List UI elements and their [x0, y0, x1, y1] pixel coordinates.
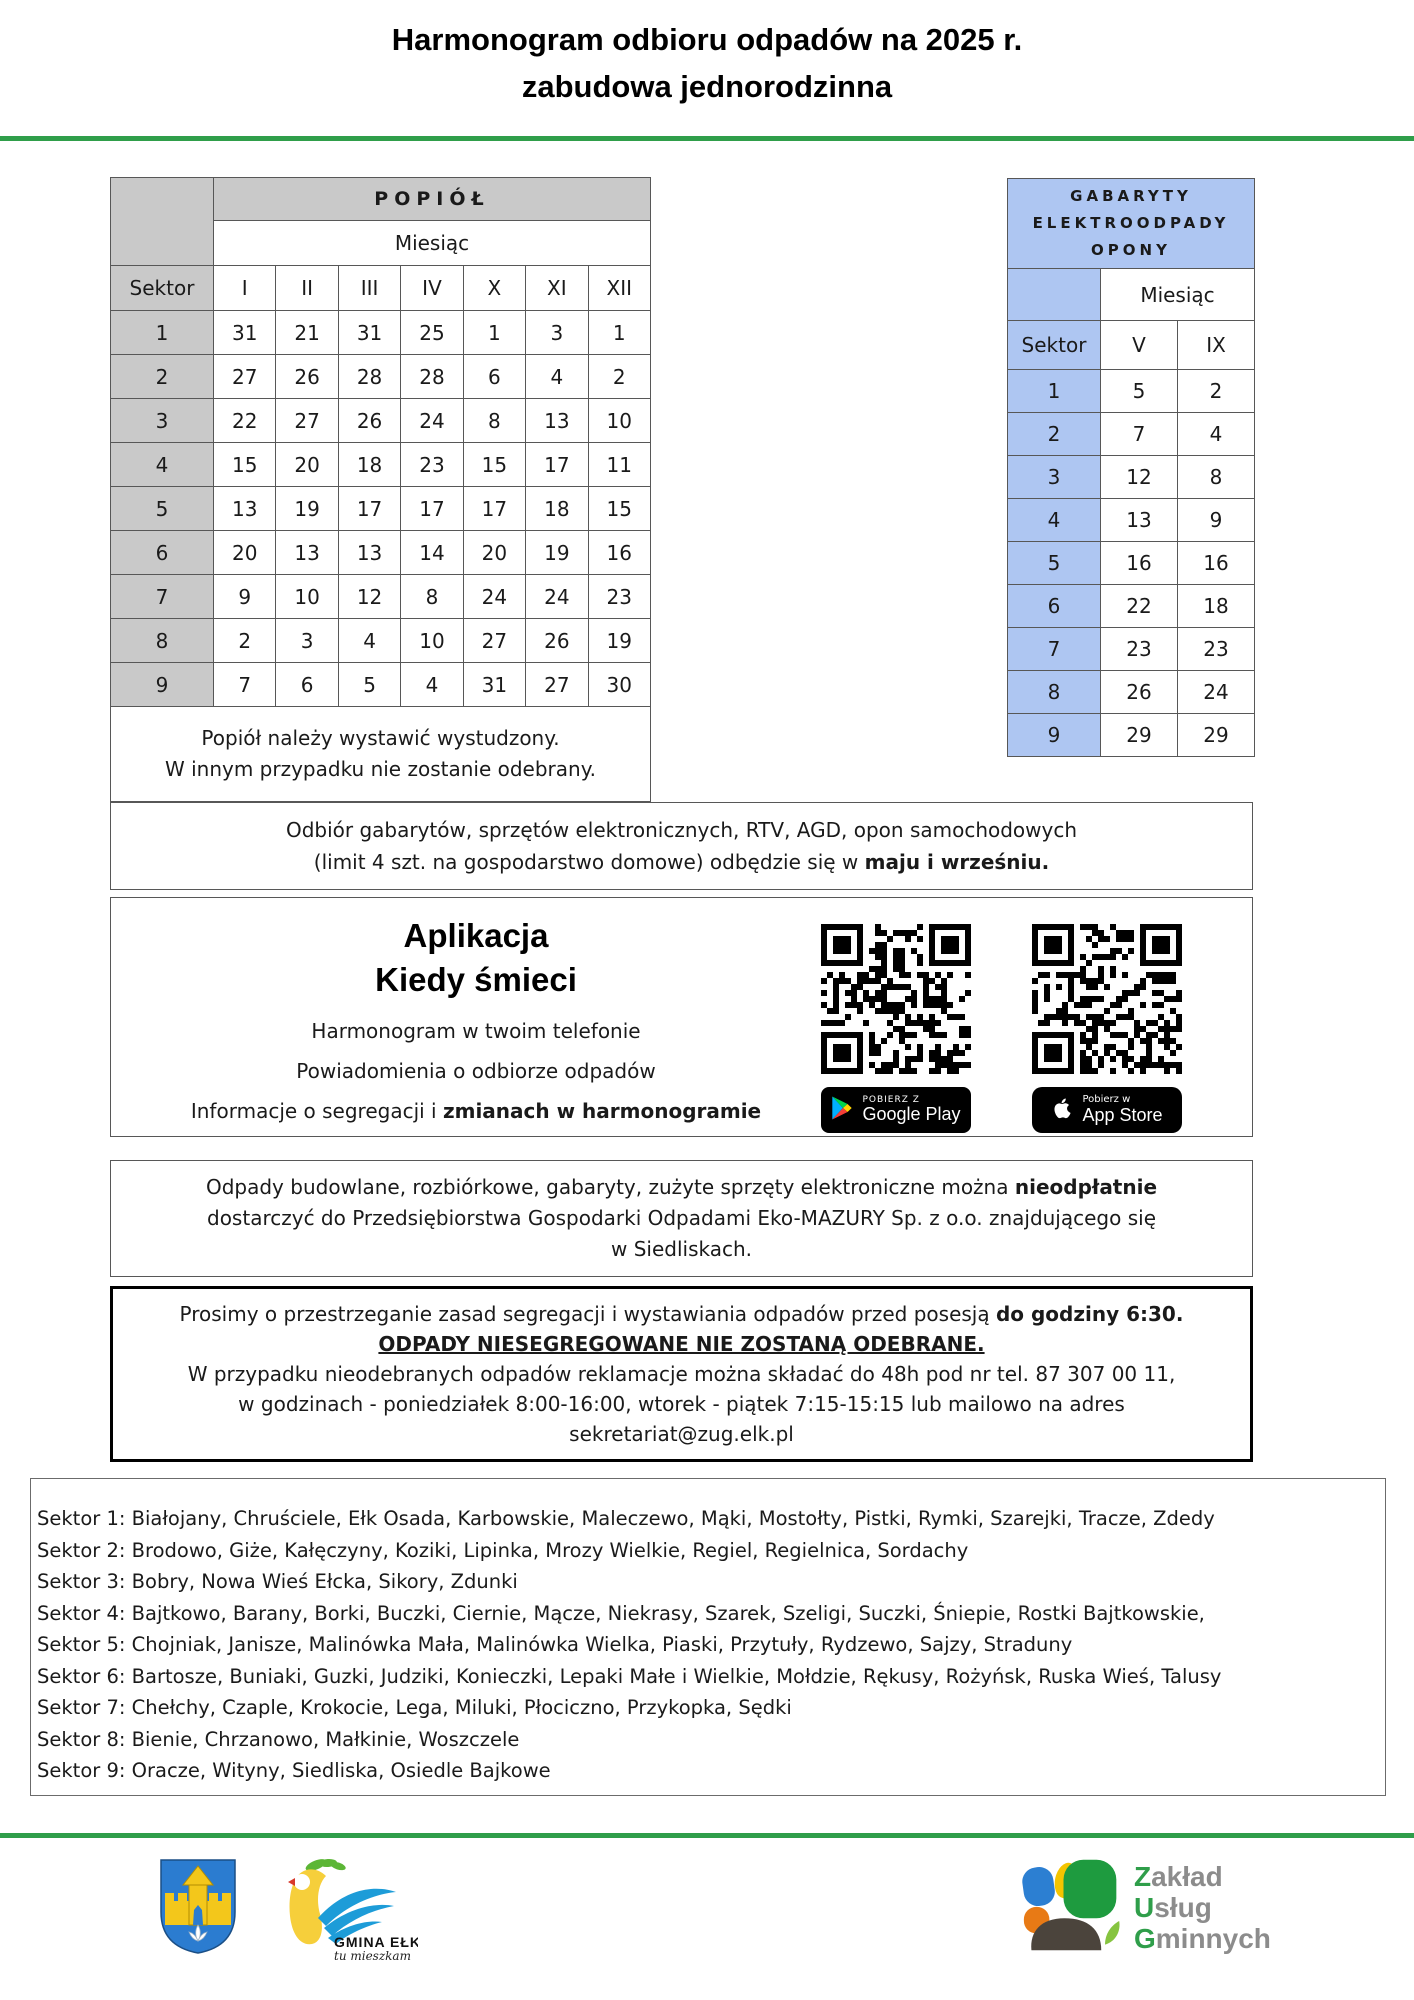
day-cell: 7 [1101, 413, 1178, 456]
rules-line2: ODPADY NIESEGREGOWANE NIE ZOSTANĄ ODEBRANE. [378, 1332, 985, 1356]
day-cell: 21 [276, 311, 338, 355]
qr-code-google-play [821, 924, 971, 1074]
day-cell: 17 [401, 487, 463, 531]
ash-note-line2: W innym przypadku nie zostanie odebrany. [164, 757, 597, 781]
month-header: Miesiąc [214, 221, 651, 266]
month-label: V [1101, 321, 1178, 370]
ash-note-line1: Popiół należy wystawić wystudzony. [201, 726, 560, 750]
google-play-badge[interactable] [821, 1087, 971, 1133]
day-cell: 6 [276, 663, 338, 707]
day-cell: 1 [463, 311, 525, 355]
month-label: II [276, 266, 338, 311]
table-row [1008, 499, 1255, 542]
table-row [1008, 628, 1255, 671]
day-cell: 16 [1101, 542, 1178, 585]
day-cell: 29 [1101, 714, 1178, 757]
day-cell: 4 [338, 619, 400, 663]
sector-list [30, 1478, 1386, 1796]
sector-cell: 9 [111, 663, 214, 707]
table-row [111, 311, 651, 355]
apple-icon [1051, 1095, 1073, 1126]
sector-cell: 8 [1008, 671, 1101, 714]
day-cell: 31 [338, 311, 400, 355]
day-cell: 27 [463, 619, 525, 663]
day-cell: 18 [1178, 585, 1255, 628]
day-cell: 13 [526, 399, 588, 443]
day-cell: 31 [214, 311, 276, 355]
table-row [1008, 542, 1255, 585]
table-row [111, 531, 651, 575]
construction-notice-line1: Odpady budowlane, rozbiórkowe, gabaryty, zużyte sprzęty elektroniczne można nieodpłatnie [205, 1175, 1158, 1199]
day-cell: 7 [214, 663, 276, 707]
top-divider [0, 136, 1414, 141]
app-feature-3: Informacje o segregacji i zmianach w harmonogramie [190, 1099, 762, 1123]
day-cell: 3 [526, 311, 588, 355]
google-play-column [821, 924, 971, 1133]
table-title: POPIÓŁ [214, 178, 651, 221]
day-cell: 8 [1178, 456, 1255, 499]
sector-cell: 5 [1008, 542, 1101, 585]
day-cell: 25 [401, 311, 463, 355]
rules-line3: W przypadku nieodebranych odpadów reklamacje można składać do 48h pod nr tel. 87 307 00 11, [187, 1362, 1176, 1386]
day-cell: 14 [401, 531, 463, 575]
qr-code-app-store [1032, 924, 1182, 1074]
bulky-schedule-table [1007, 178, 1255, 757]
sector-list-item: Sektor 3: Bobry, Nowa Wieś Ełcka, Sikory, Zdunki [37, 1570, 518, 1593]
day-cell: 13 [276, 531, 338, 575]
coat-of-arms-logo [158, 1857, 238, 1955]
table-row [1008, 370, 1255, 413]
zug-logo [1022, 1855, 1271, 1959]
ash-schedule-section [110, 177, 651, 802]
day-cell: 13 [338, 531, 400, 575]
rules-line1: Prosimy o przestrzeganie zasad segregacji i wystawiania odpadów przed posesją do godziny 6:30. [179, 1302, 1184, 1326]
table-row [1008, 714, 1255, 757]
sector-cell: 4 [1008, 499, 1101, 542]
contact-email: sekretariat@zug.elk.pl [569, 1422, 794, 1446]
day-cell: 19 [588, 619, 650, 663]
sector-cell: 1 [111, 311, 214, 355]
app-feature-1: Harmonogram w twoim telefonie [311, 1019, 641, 1043]
table-title: GABARYTY ELEKTROODPADY OPONY [1008, 179, 1255, 269]
sector-list-item: Sektor 8: Bienie, Chrzanowo, Małkinie, Woszczele [37, 1727, 520, 1751]
page-title [0, 16, 1414, 110]
day-cell: 20 [463, 531, 525, 575]
sector-list-item: Sektor 5: Chojniak, Janisze, Malinówka Mała, Malinówka Wielka, Piaski, Przytuły, Rydzewo, Sajzy, Straduny [37, 1633, 1073, 1656]
day-cell: 26 [338, 399, 400, 443]
rules-line4: w godzinach - poniedziałek 8:00-16:00, wtorek - piątek 7:15-15:15 lub mailowo na adres [238, 1392, 1125, 1416]
gmina-elk-slogan: tu mieszkam [334, 1949, 411, 1962]
day-cell: 5 [1101, 370, 1178, 413]
day-cell: 17 [463, 487, 525, 531]
zug-logo-mark [1022, 1855, 1122, 1959]
gmina-elk-logo [268, 1856, 418, 1962]
day-cell: 20 [214, 531, 276, 575]
day-cell: 24 [1178, 671, 1255, 714]
day-cell: 13 [1101, 499, 1178, 542]
day-cell: 5 [338, 663, 400, 707]
day-cell: 15 [588, 487, 650, 531]
google-play-icon [831, 1096, 853, 1125]
day-cell: 23 [1101, 628, 1178, 671]
google-play-badge-small-text: POBIERZ Z [862, 1094, 920, 1105]
sector-cell: 9 [1008, 714, 1101, 757]
day-cell: 12 [1101, 456, 1178, 499]
day-cell: 26 [276, 355, 338, 399]
day-cell: 19 [526, 531, 588, 575]
day-cell: 11 [588, 443, 650, 487]
day-cell: 13 [214, 487, 276, 531]
day-cell: 17 [526, 443, 588, 487]
table-row [1008, 413, 1255, 456]
day-cell: 2 [588, 355, 650, 399]
sector-cell: 2 [1008, 413, 1101, 456]
day-cell: 10 [276, 575, 338, 619]
month-label: IX [1178, 321, 1255, 370]
month-label: XI [526, 266, 588, 311]
day-cell: 1 [588, 311, 650, 355]
day-cell: 8 [463, 399, 525, 443]
day-cell: 27 [526, 663, 588, 707]
day-cell: 16 [1178, 542, 1255, 585]
day-cell: 10 [588, 399, 650, 443]
day-cell: 2 [1178, 370, 1255, 413]
sector-cell: 4 [111, 443, 214, 487]
day-cell: 9 [214, 575, 276, 619]
day-cell: 15 [463, 443, 525, 487]
app-title: Aplikacja Kiedy śmieci [375, 917, 577, 998]
sector-header: Sektor [111, 266, 214, 311]
day-cell: 28 [338, 355, 400, 399]
day-cell: 22 [214, 399, 276, 443]
table-row [111, 399, 651, 443]
day-cell: 24 [401, 399, 463, 443]
day-cell: 27 [276, 399, 338, 443]
sector-cell: 1 [1008, 370, 1101, 413]
sector-cell: 7 [1008, 628, 1101, 671]
month-label: XII [588, 266, 650, 311]
day-cell: 26 [1101, 671, 1178, 714]
month-label: IV [401, 266, 463, 311]
day-cell: 17 [338, 487, 400, 531]
app-store-badge-big-text: App Store [1082, 1104, 1163, 1125]
day-cell: 24 [526, 575, 588, 619]
table-row [111, 355, 651, 399]
ash-schedule-table [110, 177, 651, 707]
day-cell: 16 [588, 531, 650, 575]
sector-list-item: Sektor 1: Białojany, Chruściele, Ełk Osada, Karbowskie, Maleczewo, Mąki, Mostołty, Pistki, Rymki, Szarejki, Tracze, Zdedy [37, 1507, 1215, 1530]
day-cell: 23 [1178, 628, 1255, 671]
app-promo-box [110, 897, 1253, 1137]
day-cell: 4 [526, 355, 588, 399]
bulky-waste-notice-line2: (limit 4 szt. na gospodarstwo domowe) odbędzie się w maju i wrześniu. [313, 850, 1050, 874]
sector-list-item: Sektor 7: Chełchy, Czaple, Krokocie, Lega, Miluki, Płociczno, Przykopka, Sędki [37, 1696, 792, 1719]
day-cell: 31 [463, 663, 525, 707]
zug-text-line: Usług [1134, 1891, 1212, 1923]
corner-cell [111, 178, 214, 266]
day-cell: 30 [588, 663, 650, 707]
corner-cell [1008, 269, 1101, 321]
day-cell: 9 [1178, 499, 1255, 542]
sector-cell: 2 [111, 355, 214, 399]
sector-header: Sektor [1008, 321, 1101, 370]
sector-list-item: Sektor 6: Bartosze, Buniaki, Guzki, Judziki, Konieczki, Lepaki Małe i Wielkie, Mołdzie, Rękusy, Rożyńsk, Ruska Wieś, Talusy [37, 1664, 1222, 1688]
day-cell: 29 [1178, 714, 1255, 757]
day-cell: 3 [276, 619, 338, 663]
sector-cell: 6 [111, 531, 214, 575]
table-row [111, 487, 651, 531]
day-cell: 4 [1178, 413, 1255, 456]
bulky-waste-notice [110, 802, 1253, 890]
ash-note [110, 707, 651, 802]
app-store-column [1032, 924, 1182, 1133]
day-cell: 6 [463, 355, 525, 399]
sector-cell: 7 [111, 575, 214, 619]
day-cell: 28 [401, 355, 463, 399]
table-row [1008, 671, 1255, 714]
table-row [111, 443, 651, 487]
day-cell: 23 [588, 575, 650, 619]
construction-notice-line2: dostarczyć do Przedsiębiorstwa Gospodarki Odpadami Eko-MAZURY Sp. z o.o. znajdującego się [207, 1206, 1156, 1230]
sector-cell: 3 [1008, 456, 1101, 499]
sector-cell: 3 [111, 399, 214, 443]
page-title-line1: Harmonogram odbioru odpadów na 2025 r. [391, 22, 1023, 57]
segregation-rules-notice [110, 1286, 1253, 1462]
sector-list-item: Sektor 2: Brodowo, Giże, Kałęczyny, Koziki, Lipinka, Mrozy Wielkie, Regiel, Regielnica, Sordachy [37, 1538, 969, 1562]
bottom-divider [0, 1833, 1414, 1838]
sector-cell: 8 [111, 619, 214, 663]
day-cell: 8 [401, 575, 463, 619]
gmina-elk-text: GMINA EŁK [334, 1934, 418, 1950]
zug-logo-text [1134, 1861, 1271, 1954]
table-row [111, 619, 651, 663]
day-cell: 22 [1101, 585, 1178, 628]
table-row [111, 663, 651, 707]
construction-waste-notice [110, 1160, 1253, 1277]
bulky-schedule-section [1007, 178, 1254, 757]
sector-cell: 6 [1008, 585, 1101, 628]
google-play-badge-big-text: Google Play [862, 1104, 961, 1125]
month-label: I [214, 266, 276, 311]
day-cell: 24 [463, 575, 525, 619]
app-store-badge-small-text: Pobierz w [1082, 1094, 1131, 1106]
day-cell: 27 [214, 355, 276, 399]
day-cell: 26 [526, 619, 588, 663]
month-label: III [338, 266, 400, 311]
app-store-badge[interactable] [1032, 1087, 1182, 1133]
day-cell: 2 [214, 619, 276, 663]
bulky-waste-notice-line1: Odbiór gabarytów, sprzętów elektronicznych, RTV, AGD, opon samochodowych [285, 818, 1078, 842]
sector-cell: 5 [111, 487, 214, 531]
app-promo-text [131, 898, 821, 1131]
month-label: X [463, 266, 525, 311]
day-cell: 10 [401, 619, 463, 663]
table-row [111, 575, 651, 619]
page-title-line2: zabudowa jednorodzinna [521, 69, 893, 104]
day-cell: 15 [214, 443, 276, 487]
day-cell: 12 [338, 575, 400, 619]
zug-text-line: Gminnych [1134, 1922, 1271, 1954]
sector-list-item: Sektor 9: Oracze, Wityny, Siedliska, Osiedle Bajkowe [37, 1759, 551, 1782]
day-cell: 23 [401, 443, 463, 487]
app-feature-2: Powiadomienia o odbiorze odpadów [296, 1059, 656, 1083]
month-header: Miesiąc [1101, 269, 1255, 321]
day-cell: 18 [338, 443, 400, 487]
day-cell: 18 [526, 487, 588, 531]
table-row [1008, 585, 1255, 628]
day-cell: 19 [276, 487, 338, 531]
day-cell: 4 [401, 663, 463, 707]
day-cell: 20 [276, 443, 338, 487]
construction-notice-line3: w Siedliskach. [610, 1237, 752, 1261]
table-row [1008, 456, 1255, 499]
sector-list-item: Sektor 4: Bajtkowo, Barany, Borki, Buczki, Ciernie, Mącze, Niekrasy, Szarek, Szeligi, Suczki, Śniepie, Rostki Bajtkowskie, [37, 1601, 1205, 1625]
zug-text-line: Zakład [1134, 1860, 1223, 1892]
